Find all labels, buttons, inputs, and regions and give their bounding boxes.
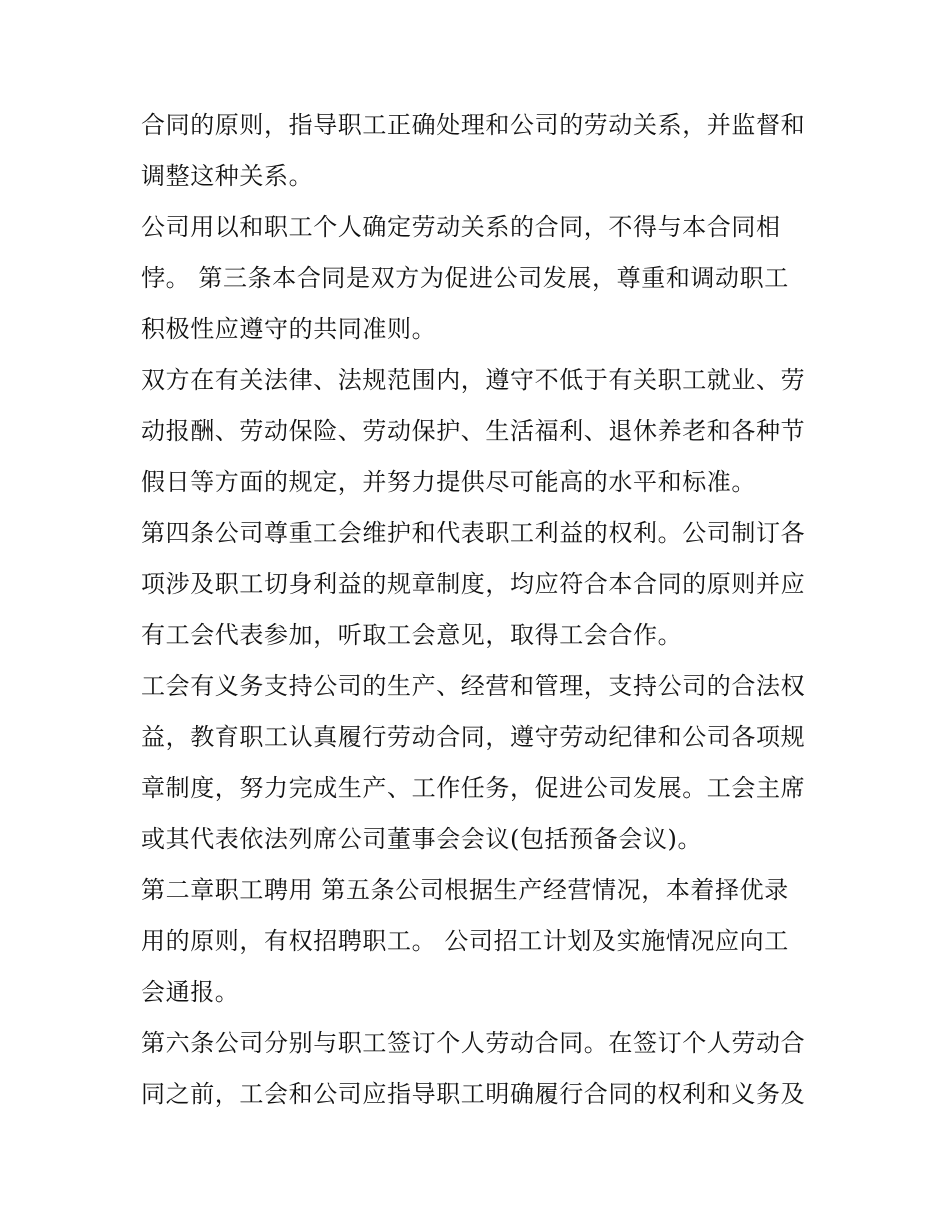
paragraph [141, 100, 821, 202]
paragraph [141, 661, 821, 865]
text-line: 动报酬、劳动保险、劳动保护、生活福利、退休养老和各种节 [141, 417, 806, 445]
text-line: 章制度，努力完成生产、工作任务，促进公司发展。工会主席 [141, 774, 806, 802]
text-line: 假日等方面的规定，并努力提供尽可能高的水平和标准。 [141, 468, 756, 496]
text-line: 项涉及职工切身利益的规章制度，均应符合本合同的原则并应 [141, 570, 806, 598]
text-line: 会通报。 [141, 978, 240, 1006]
text-line: 公司用以和职工个人确定劳动关系的合同，不得与本合同相 [141, 213, 781, 241]
text-line: 用的原则，有权招聘职工。 公司招工计划及实施情况应向工 [141, 927, 789, 955]
paragraph [141, 202, 821, 355]
text-line: 同之前，工会和公司应指导职工明确履行合同的权利和义务及 [141, 1080, 806, 1108]
text-line: 有工会代表参加，听取工会意见，取得工会合作。 [141, 621, 683, 649]
text-line: 悖。 第三条本合同是双方为促进公司发展，尊重和调动职工 [141, 264, 789, 292]
text-line: 益，教育职工认真履行劳动合同，遵守劳动纪律和公司各项规 [141, 723, 806, 751]
paragraph [141, 355, 821, 508]
text-line: 积极性应遵守的共同准则。 [141, 315, 437, 343]
text-line: 合同的原则，指导职工正确处理和公司的劳动关系，并监督和 [141, 111, 806, 139]
paragraph [141, 1018, 821, 1120]
text-line: 第六条公司分别与职工签订个人劳动合同。在签订个人劳动合 [141, 1029, 806, 1057]
text-line: 或其代表依法列席公司董事会会议(包括预备会议)。 [141, 825, 703, 853]
document-page [141, 100, 821, 1120]
text-line: 双方在有关法律、法规范围内，遵守不低于有关职工就业、劳 [141, 366, 806, 394]
text-line: 调整这种关系。 [141, 162, 314, 190]
text-line: 第四条公司尊重工会维护和代表职工利益的权利。公司制订各 [141, 519, 806, 547]
text-line: 第二章职工聘用 第五条公司根据生产经营情况，本着择优录 [141, 876, 789, 904]
paragraph [141, 508, 821, 661]
paragraph [141, 865, 821, 1018]
text-line: 工会有义务支持公司的生产、经营和管理，支持公司的合法权 [141, 672, 806, 700]
